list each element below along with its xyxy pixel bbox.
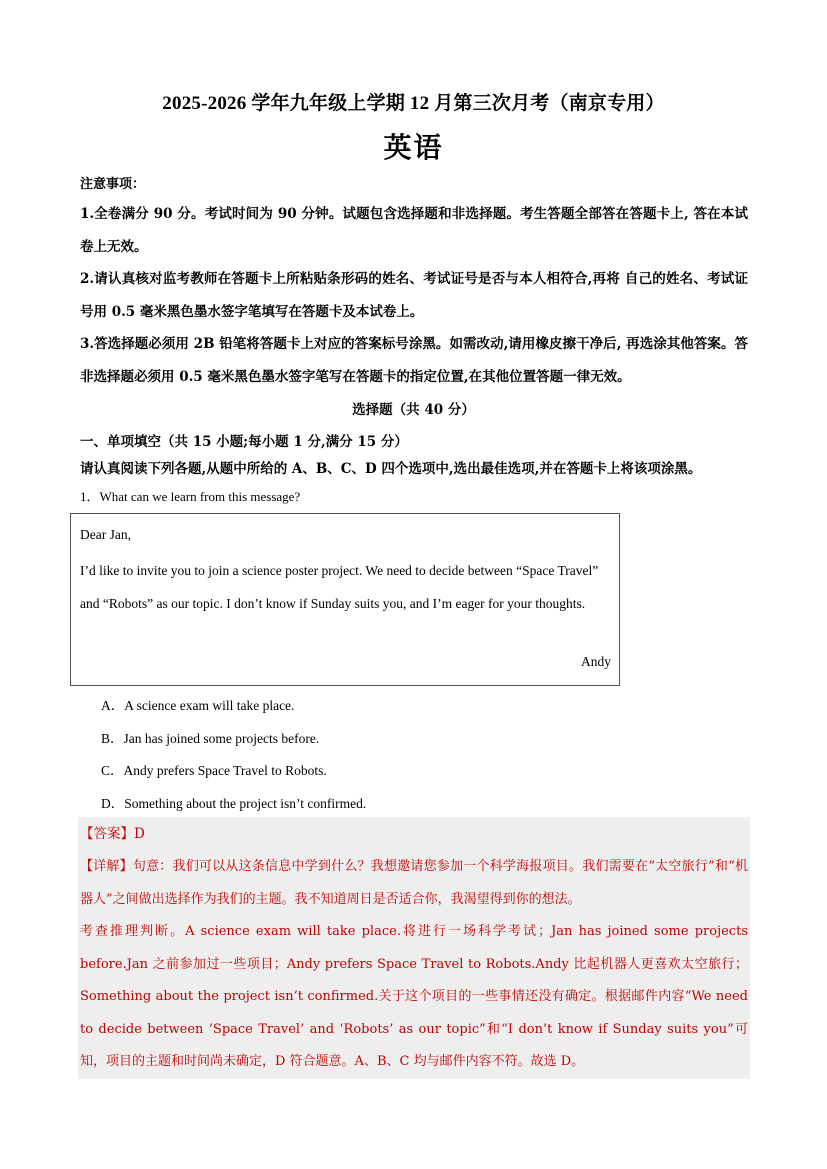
- exam-title: 2025-2026 学年九年级上学期 12 月第三次月考（南京专用）: [162, 93, 665, 114]
- notes-list: [80, 198, 748, 393]
- answer-label: 【答案】D: [80, 826, 145, 842]
- option-d: D．Something about the project isn’t confirmed.: [101, 795, 367, 811]
- answer-detail: [80, 851, 748, 1079]
- note-item: 3.答选择题必须用 2B 铅笔将答题卡上对应的答案标号涂黑。如需改动,请用橡皮擦干净后, 再选涂其他答案。答非选择题必须用 0.5 毫米黑色墨水签字笔写在答题卡的指定位置,在其他位置答题一律无效。: [80, 336, 748, 385]
- question-stem: 1．What can we learn from this message?: [80, 489, 301, 504]
- option-b: B．Jan has joined some projects before.: [101, 730, 320, 746]
- letter-body: I’d like to invite you to join a science poster project. We need to decide between “Space Travel” and “Robots” as our topic. I don’t know if Sunday suits you, and I’m eager for your thoughts.: [80, 563, 599, 611]
- note-item: 2.请认真核对监考教师在答题卡上所粘贴条形码的姓名、考试证号是否与本人相符合,再将 自己的姓名、考试证号用 0.5 毫米黑色墨水签字笔填写在答题卡及本试卷上。: [80, 271, 748, 320]
- subject-heading: 英语: [383, 131, 444, 164]
- part-title: 一、单项填空（共 15 小题;每小题 1 分,满分 15 分）: [80, 434, 408, 450]
- note-item: 1.全卷满分 90 分。考试时间为 90 分钟。试题包含选择题和非选择题。考生答题全部答在答题卡上, 答在本试卷上无效。: [80, 206, 748, 255]
- letter-box: [70, 513, 620, 686]
- letter-greeting: Dear Jan,: [80, 527, 131, 542]
- instruction-text: 请认真阅读下列各题,从题中所给的 A、B、C、D 四个选项中,选出最佳选项,并在答题卡上将该项涂黑。: [80, 461, 702, 477]
- detail-paragraph: 【详解】句意：我们可以从这条信息中学到什么？我想邀请您参加一个科学海报项目。我们需要在“太空旅行”和“机器人”之间做出选择作为我们的主题。我不知道周日是否适合你，我渴望得到你的想法。: [80, 859, 748, 907]
- notes-heading: 注意事项：: [80, 177, 146, 192]
- section-title: 选择题（共 40 分）: [352, 402, 475, 418]
- options-list: [101, 690, 366, 820]
- detail-paragraph: 考查推理判断。A science exam will take place.将进行一场科学考试；Jan has joined some projects before.Jan 之前参加过一些项目；Andy prefers Space Travel to Robots.Andy 比起机器人更喜欢太空旅行；Something about the project isn’t confirmed.关于这个项目的一些事情还没有确定。根据邮件内容“We need to decide between ‘Space Travel’ and ‘Robots’ as our topic”和“I don’t know if Sunday suits you”可知，项目的主题和时间尚未确定，D 符合题意。A、B、C 均与邮件内容不符。故选 D。: [80, 924, 748, 1069]
- letter-signature: Andy: [581, 654, 611, 669]
- option-c: C．Andy prefers Space Travel to Robots.: [101, 763, 327, 778]
- option-a: A．A science exam will take place.: [101, 698, 295, 713]
